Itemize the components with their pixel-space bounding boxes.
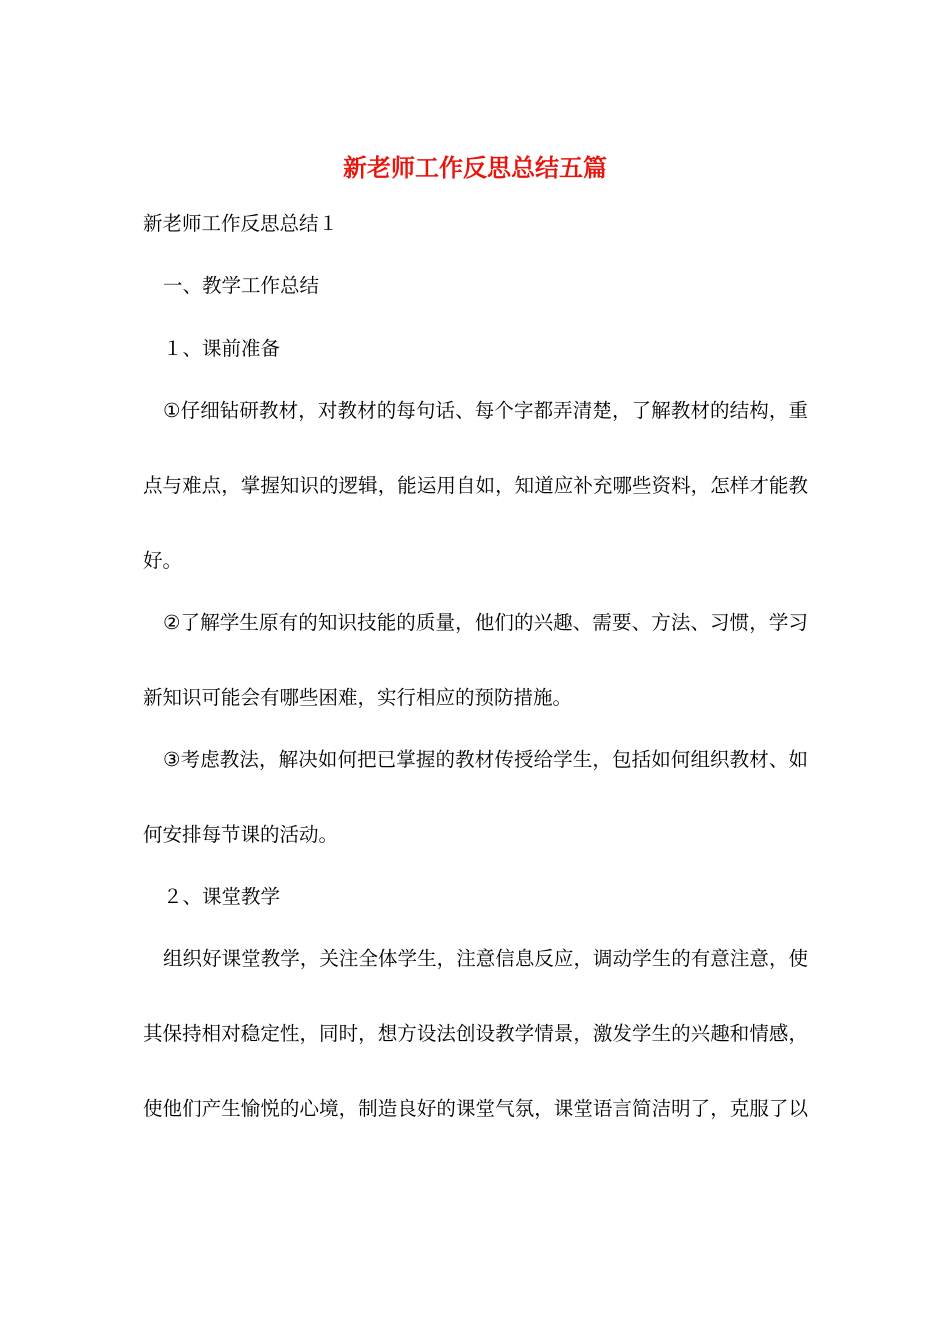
document-title: 新老师工作反思总结五篇 [343,153,607,182]
paragraph-line: 好。 [143,549,183,572]
paragraph-line: 其保持相对稳定性，同时，想方设法创设教学情景，激发学生的兴趣和情感， [143,1022,808,1045]
document-subtitle: 新老师工作反思总结１ [143,212,339,235]
paragraph-line: 组织好课堂教学，关注全体学生，注意信息反应，调动学生的有意注意，使 [163,947,808,970]
paragraph-line: ②了解学生原有的知识技能的质量，他们的兴趣、需要、方法、习惯，学习 [163,611,808,634]
paragraph-line: ③考虑教法，解决如何把已掌握的教材传授给学生，包括如何组织教材、如 [163,748,808,771]
paragraph-line: ①仔细钻研教材，对教材的每句话、每个字都弄清楚，了解教材的结构，重 [163,399,808,422]
subsection-heading: ２、课堂教学 [163,885,281,908]
paragraph-line: 新知识可能会有哪些困难，实行相应的预防措施。 [143,686,573,709]
subsection-heading: １、课前准备 [163,337,281,360]
section-heading: 一、教学工作总结 [163,274,320,297]
paragraph-line: 点与难点，掌握知识的逻辑，能运用自如，知道应补充哪些资料，怎样才能教 [143,474,808,497]
paragraph-line: 使他们产生愉悦的心境，制造良好的课堂气氛，课堂语言简洁明了，克服了以 [143,1097,808,1120]
paragraph-line: 何安排每节课的活动。 [143,823,339,846]
